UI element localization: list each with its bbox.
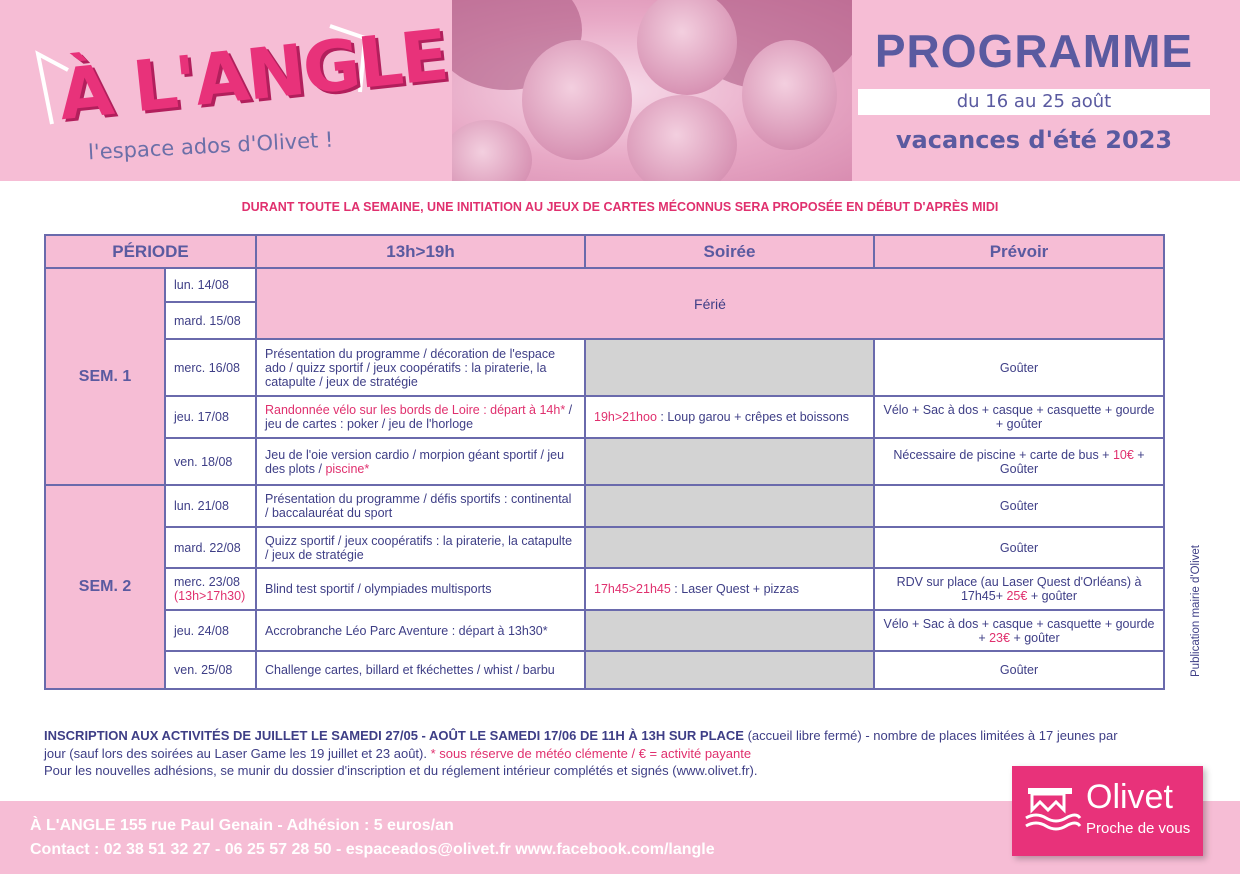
table-row: [45, 396, 1164, 438]
prevoir-cell: Goûter: [874, 339, 1164, 396]
header-soiree: Soirée: [585, 235, 874, 268]
table-row: [45, 485, 1164, 527]
prevoir-cell: [874, 438, 1164, 485]
publisher-text: Publication mairie d'Olivet: [1190, 545, 1202, 677]
prevoir-text: RDV sur place (au Laser Quest d'Orléans) à 17h45+: [896, 575, 1142, 603]
soiree-cell: [585, 396, 874, 438]
olivet-slogan: Proche de vous: [1086, 820, 1191, 837]
activity-cell: [256, 396, 585, 438]
table-header-row: [45, 235, 1164, 268]
page-title: PROGRAMME: [874, 25, 1194, 77]
olivet-emblem-icon: [1024, 780, 1084, 840]
prevoir-cell: Goûter: [874, 485, 1164, 527]
day-cell: jeu. 17/08: [165, 396, 256, 438]
prevoir-text: Nécessaire de piscine + carte de bus +: [893, 447, 1113, 462]
header-band: [0, 0, 1240, 181]
prevoir-cell: Goûter: [874, 651, 1164, 689]
price: 23€: [989, 630, 1010, 645]
prevoir-cell: [874, 610, 1164, 651]
activity-cell: Présentation du programme / défis sportifs : continental / baccalauréat du sport: [256, 485, 585, 527]
footer-contact: [30, 814, 715, 862]
activity-text: Jeu de l'oie version cardio / morpion géant sportif / jeu des plots /: [265, 447, 565, 476]
table-row: [45, 651, 1164, 689]
prevoir-cell: [874, 568, 1164, 610]
membership-info: Pour les nouvelles adhésions, se munir du dossier d'inscription et du réglement intérieur complétés et signés (www.olivet.fr).: [44, 763, 758, 778]
soiree-cell-empty: [585, 339, 874, 396]
day-cell: ven. 25/08: [165, 651, 256, 689]
activity-cell: Présentation du programme / décoration de l'espace ado / quizz sportif / jeux coopératifs : la piraterie, la catapulte / jeux de stratégie: [256, 339, 585, 396]
day-cell: lun. 21/08: [165, 485, 256, 527]
soiree-cell-empty: [585, 651, 874, 689]
day-cell: ven. 18/08: [165, 438, 256, 485]
activity-highlight: Randonnée vélo sur les bords de Loire : départ à 14h*: [265, 403, 566, 417]
prevoir-cell: Vélo + Sac à dos + casque + casquette + gourde + goûter: [874, 396, 1164, 438]
date-range: du 16 au 25 août: [858, 89, 1210, 115]
day-cell: mard. 15/08: [165, 302, 256, 339]
table-row: [45, 610, 1164, 651]
registration-info: [44, 727, 1134, 780]
footer-contacts: Contact : 02 38 51 32 27 - 06 25 57 28 50 - espaceados@olivet.fr www.facebook.com/langle: [30, 841, 715, 858]
teen-group-photo: [452, 0, 852, 181]
week-1-label: SEM. 1: [45, 268, 165, 485]
prevoir-cell: Goûter: [874, 527, 1164, 568]
activity-cell: Quizz sportif / jeux coopératifs : la piraterie, la catapulte / jeux de stratégie: [256, 527, 585, 568]
activity-highlight: piscine*: [325, 461, 370, 476]
tagline: l'espace ados d'Olivet !: [87, 127, 334, 165]
table-row: [45, 339, 1164, 396]
table-row: [45, 268, 1164, 302]
activity-cell: Accrobranche Léo Parc Aventure : départ à 13h30*: [256, 610, 585, 651]
publisher-note: [1186, 530, 1206, 700]
activity-cell: Challenge cartes, billard et fkéchettes / whist / barbu: [256, 651, 585, 689]
price: 10€: [1112, 447, 1134, 462]
soiree-cell-empty: [585, 485, 874, 527]
prevoir-text: + Goûter: [999, 447, 1145, 476]
footer-address: À L'ANGLE 155 rue Paul Genain - Adhésion : 5 euros/an: [30, 817, 454, 834]
soiree-cell-empty: [585, 527, 874, 568]
day-hours: (13h>17h30): [174, 589, 246, 603]
day-cell: [165, 568, 256, 610]
header-prevoir: Prévoir: [874, 235, 1164, 268]
day-cell: jeu. 24/08: [165, 610, 256, 651]
activity-cell: [256, 438, 585, 485]
week-notice: DURANT TOUTE LA SEMAINE, UNE INITIATION AU JEUX DE CARTES MÉCONNUS SERA PROPOSÉE EN DÉBUT D'APRÈS MIDI: [241, 200, 999, 214]
prevoir-text: + goûter: [1009, 630, 1060, 645]
header-periode: PÉRIODE: [45, 235, 256, 268]
day-label: merc. 23/08: [174, 575, 241, 589]
soiree-text: : Loup garou + crêpes et boissons: [656, 410, 850, 424]
olivet-logo: [1012, 766, 1203, 856]
activity-text: / jeu de cartes : poker / jeu de l'horloge: [265, 403, 573, 431]
table-row: [45, 527, 1164, 568]
week-2-label: SEM. 2: [45, 485, 165, 689]
soiree-text: : Laser Quest + pizzas: [670, 582, 800, 596]
logo: À L'ANGLE: [54, 13, 451, 137]
registration-note: * sous réserve de météo clémente / € = activité payante: [430, 745, 752, 761]
day-cell: lun. 14/08: [165, 268, 256, 302]
table-row: [45, 438, 1164, 485]
soiree-time: 17h45>21h45: [594, 582, 671, 596]
header-afternoon: 13h>19h: [256, 235, 585, 268]
soiree-cell-empty: [585, 610, 874, 651]
schedule-table: [44, 234, 1165, 690]
prevoir-text: + goûter: [1027, 589, 1078, 603]
day-cell: mard. 22/08: [165, 527, 256, 568]
table-row: [45, 568, 1164, 610]
soiree-time: 19h>21hoo: [594, 410, 657, 424]
soiree-cell-empty: [585, 438, 874, 485]
registration-dates: INSCRIPTION AUX ACTIVITÉS DE JUILLET LE SAMEDI 27/05 - AOÛT LE SAMEDI 17/06 DE 11H À 13H SUR PLACE: [44, 728, 744, 743]
ferie-cell: Férié: [256, 268, 1164, 339]
season-title: vacances d'été 2023: [895, 126, 1173, 154]
activity-cell: Blind test sportif / olympiades multisports: [256, 568, 585, 610]
olivet-name: Olivet: [1086, 778, 1173, 816]
prevoir-text: Vélo + Sac à dos + casque + casquette + gourde +: [883, 616, 1155, 645]
registration-details: (accueil libre fermé) - nombre de places limitées à 17 jeunes par jour (sauf lors des soirées au Laser Game les 19 juillet et 23 août).: [44, 728, 1118, 761]
soiree-cell: [585, 568, 874, 610]
day-cell: merc. 16/08: [165, 339, 256, 396]
price: 25€: [1006, 589, 1028, 603]
